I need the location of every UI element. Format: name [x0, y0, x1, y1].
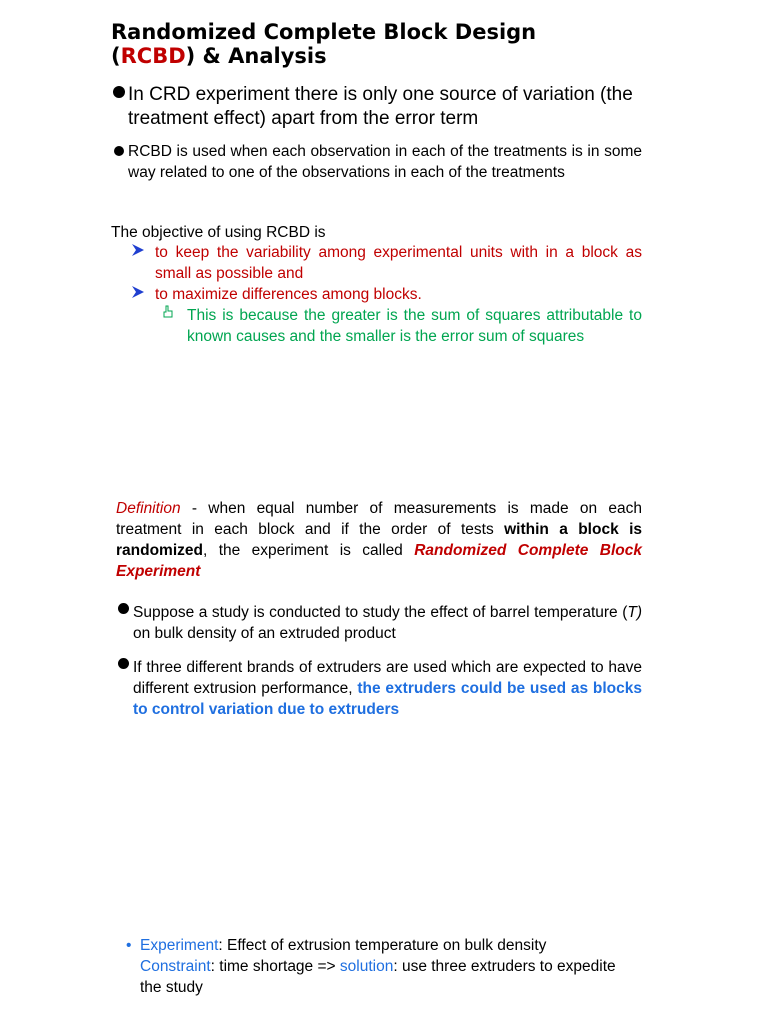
- arrow-bullet-icon: [131, 285, 145, 304]
- bullet-extruders-highlight: the extruders could be used as blocks to control variation due to extruders: [133, 680, 643, 718]
- experiment-line: [140, 935, 640, 956]
- bullet-extruders-text: If three different brands of extruders are used which are expected to have different extrusion performance,: [133, 659, 642, 697]
- bullet-dot-icon: [118, 603, 129, 614]
- definition-bold: within a block is randomized: [116, 521, 642, 559]
- constraint-text: : time shortage =>: [210, 958, 340, 975]
- title-open-paren: (: [111, 44, 121, 68]
- bullet-study-text-b: on bulk density of an extruded product: [133, 625, 396, 642]
- title-line2-rest: ) & Analysis: [185, 44, 327, 68]
- page-title: [111, 20, 671, 68]
- objective-sub-item: This is because the greater is the sum of squares attributable to known causes and the smaller is the error sum of squares: [187, 307, 642, 345]
- bullet-study: [133, 602, 642, 644]
- bullet-dot-icon: [118, 658, 129, 669]
- solution-label: solution: [339, 958, 394, 975]
- objective-item-1: to keep the variability among experimental units with in a block as small as possible and: [155, 244, 642, 282]
- bullet-study-text-a: Suppose a study is conducted to study the effect of barrel temperature (: [133, 604, 628, 621]
- experiment-text: : Effect of extrusion temperature on bulk density: [218, 937, 547, 954]
- definition-text-a: - when equal number of measurements is made on each treatment in each block and if the order of tests: [116, 500, 642, 538]
- bullet-study-italic: T): [627, 604, 642, 621]
- constraint-line: [140, 956, 640, 998]
- arrow-bullet-icon: [131, 243, 145, 262]
- objective-item-2: to maximize differences among blocks.: [155, 286, 422, 303]
- experiment-bullet-icon: •: [126, 937, 132, 954]
- bullet-rcbd: RCBD is used when each observation in each of the treatments is in some way related to one of the observations in each of the treatments: [128, 143, 642, 181]
- title-line1: Randomized Complete Block Design: [111, 20, 537, 44]
- hand-pointer-icon: [162, 305, 175, 323]
- solution-text: : use three extruders to expedite the study: [140, 958, 616, 996]
- definition-text-b: , the experiment is called: [202, 542, 415, 559]
- objective-intro: The objective of using RCBD is: [111, 224, 326, 241]
- experiment-label: Experiment: [140, 937, 219, 954]
- experiment-summary: [140, 935, 640, 998]
- constraint-label: Constraint: [140, 958, 211, 975]
- bullet-extruders: [133, 657, 642, 720]
- bullet-dot-icon: [113, 86, 125, 98]
- title-line2: [111, 44, 671, 68]
- definition-term: Randomized Complete Block Experiment: [116, 542, 642, 580]
- bullet-crd: In CRD experiment there is only one source of variation (the treatment effect) apart from the error term: [128, 84, 633, 129]
- definition-label: Definition: [116, 500, 181, 517]
- definition-paragraph: [116, 498, 642, 582]
- bullet-dot-icon: [114, 146, 124, 156]
- title-acronym: RCBD: [120, 44, 186, 68]
